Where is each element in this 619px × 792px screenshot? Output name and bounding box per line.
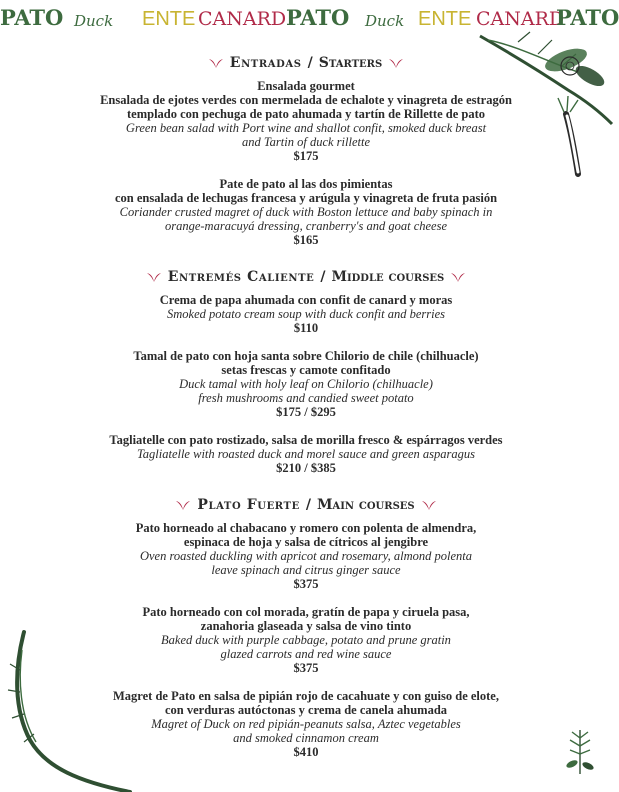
item-desc-es: setas frescas y camote confitado [221, 363, 391, 377]
banner-word-pato: PATO [556, 5, 619, 30]
banner-word-duck: Duck [365, 12, 405, 30]
item-desc-en: and smoked cinnamon cream [233, 731, 379, 745]
item-desc-en: Green bean salad with Port wine and shallot confit, smoked duck breast [125, 121, 487, 135]
flourish-icon [208, 57, 224, 69]
item-desc-es: Pato horneado con col morada, gratín de papa y ciruela pasa, [142, 605, 470, 619]
item-price: $165 [293, 233, 319, 247]
item-desc-es: Pate de pato al las dos pimientas [219, 177, 393, 191]
banner-word-canard: CANARD [198, 8, 287, 30]
item-name-es: Ensalada gourmet [257, 79, 355, 93]
item-desc-en: glazed carrots and red wine sauce [220, 647, 392, 661]
section-title-en: Middle courses [331, 269, 445, 285]
item-desc-es: Magret de Pato en salsa de pipián rojo de cacahuate y con guiso de elote, [113, 689, 499, 703]
item-desc-es: Tagliatelle con pato rostizado, salsa de morilla fresco & espárragos verdes [109, 433, 503, 447]
banner-word-ente: ENTE [418, 8, 472, 30]
banner-word-ente: ENTE [142, 8, 196, 30]
item-desc-es: con verduras autóctonas y crema de canela ahumada [164, 703, 448, 717]
item-desc-en: and Tartin of duck rillette [241, 135, 370, 149]
section-title-separator: / [307, 55, 313, 71]
section-title-en: Starters [318, 55, 383, 71]
item-desc-en: fresh mushrooms and candied sweet potato [198, 391, 414, 405]
menu-item [0, 433, 612, 475]
item-price: $210 / $385 [276, 461, 336, 475]
menu-item [0, 349, 612, 419]
item-desc-es: templado con pechuga de pato ahumada y tartín de Rillette de pato [127, 107, 485, 121]
menu-item [0, 177, 612, 247]
item-desc-en: Coriander crusted magret of duck with Boston lettuce and baby spinach in [119, 205, 493, 219]
section-title-separator: / [320, 269, 326, 285]
flourish-icon [450, 271, 466, 283]
item-desc-en: Oven roasted duckling with apricot and rosemary, almond polenta [139, 549, 473, 563]
item-desc-es: espinaca de hoja y salsa de cítricos al jengibre [183, 535, 429, 549]
banner-word-canard: CANARD [476, 8, 565, 30]
item-desc-en: Smoked potato cream soup with duck confit and berries [167, 307, 445, 321]
section-title-es: Entradas [229, 55, 302, 71]
menu-item [0, 521, 612, 591]
banner-word-pato: PATO [0, 5, 64, 30]
section-entradas [0, 55, 612, 247]
item-desc-es: zanahoria glaseada y salsa de vino tinto [200, 619, 412, 633]
item-desc-es: Crema de papa ahumada con confit de canard y moras [159, 293, 453, 307]
menu-item [0, 79, 612, 163]
section-heading [0, 269, 612, 285]
section-entremes-caliente [0, 269, 612, 475]
item-price: $175 [293, 149, 319, 163]
section-title-separator: / [305, 497, 311, 513]
menu-item [0, 689, 612, 759]
section-title-es: Entremés Caliente [167, 269, 315, 285]
item-price: $375 [293, 577, 319, 591]
top-banner [0, 2, 619, 32]
flourish-icon [175, 499, 191, 511]
item-desc-es: Tamal de pato con hoja santa sobre Chilorio de chile (chilhuacle) [133, 349, 479, 363]
section-plato-fuerte [0, 497, 612, 759]
item-price: $110 [293, 321, 319, 335]
flourish-icon [421, 499, 437, 511]
flourish-icon [146, 271, 162, 283]
item-desc-en: orange-maracuyá dressing, cranberry's and goat cheese [164, 219, 448, 233]
menu-item [0, 293, 612, 335]
menu-content [0, 55, 612, 759]
banner-word-pato: PATO [286, 5, 350, 30]
item-desc-es: con ensalada de lechugas francesa y arúgula y vinagreta de fruta pasión [114, 191, 498, 205]
item-price: $410 [293, 745, 319, 759]
section-heading [0, 55, 612, 71]
menu-item [0, 605, 612, 675]
item-desc-en: Baked duck with purple cabbage, potato and prune gratin [161, 633, 451, 647]
item-price: $175 / $295 [276, 405, 336, 419]
flourish-icon [388, 57, 404, 69]
item-desc-en: Magret of Duck on red pipián-peanuts salsa, Aztec vegetables [151, 717, 461, 731]
section-title-en: Main courses [316, 497, 415, 513]
section-title-es: Plato Fuerte [197, 497, 300, 513]
item-desc-en: Tagliatelle with roasted duck and morel sauce and green asparagus [136, 447, 476, 461]
section-heading [0, 497, 612, 513]
banner-word-duck: Duck [74, 12, 114, 30]
item-desc-en: leave spinach and citrus ginger sauce [211, 563, 401, 577]
item-desc-es: Pato horneado al chabacano y romero con polenta de almendra, [135, 521, 477, 535]
item-desc-es: Ensalada de ejotes verdes con mermelada de echalote y vinagreta de estragón [100, 93, 512, 107]
item-desc-en: Duck tamal with holy leaf on Chilorio (chilhuacle) [179, 377, 433, 391]
item-price: $375 [293, 661, 319, 675]
